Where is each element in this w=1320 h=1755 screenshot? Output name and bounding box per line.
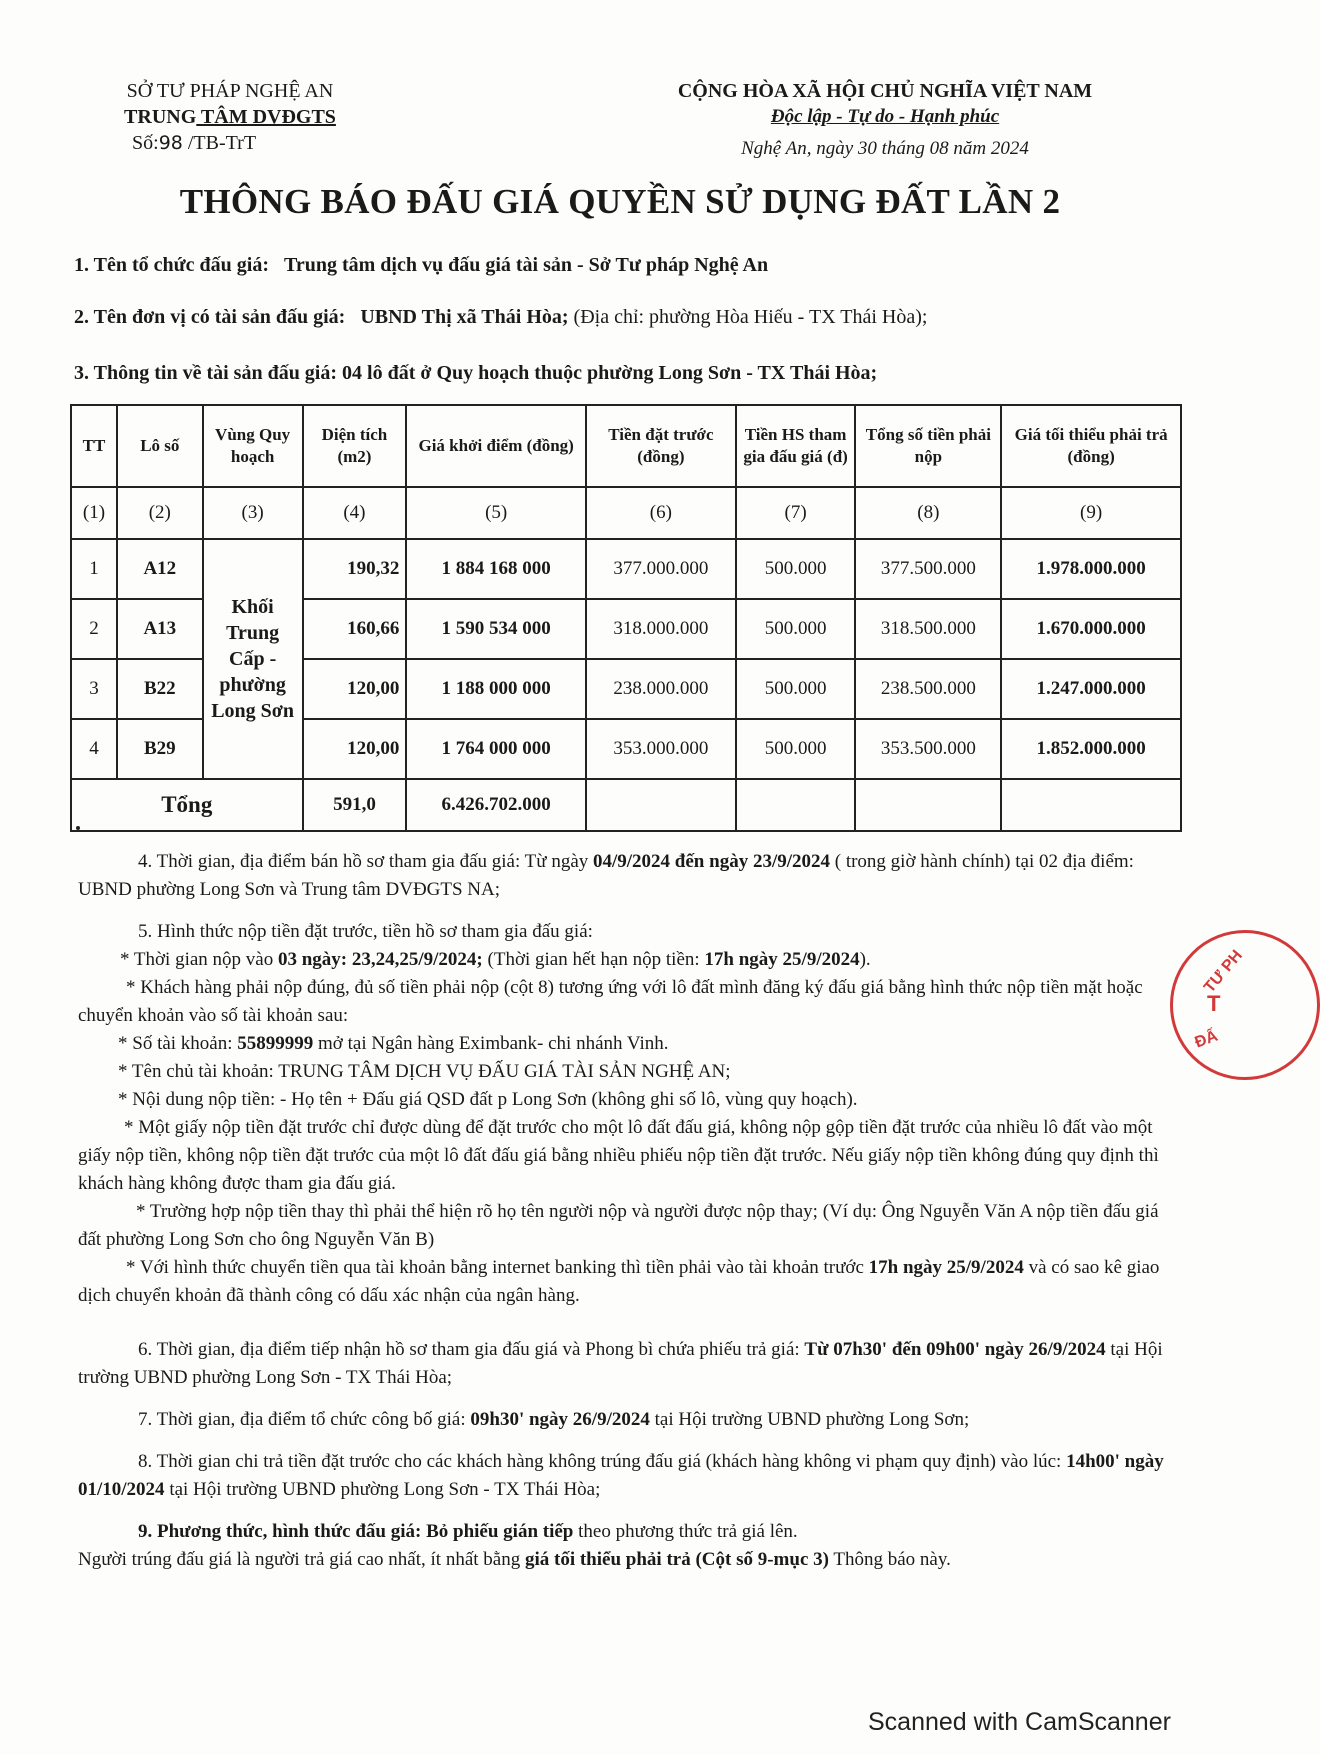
- cell-tt: 4: [71, 719, 117, 779]
- national-motto: Độc lập - Tự do - Hạnh phúc: [770, 106, 1000, 127]
- official-seal: TƯ PH T ĐẤ: [1170, 930, 1320, 1080]
- paragraph-5-item: * Tên chủ tài khoản: TRUNG TÂM DỊCH VỤ ĐẤU GIÁ TÀI SẢN NGHỆ AN;: [118, 1061, 731, 1082]
- section-3: 3. Thông tin về tài sản đấu giá: 04 lô đất ở Quy hoạch thuộc phường Long Sơn - TX Thái Hòa;: [74, 362, 878, 384]
- paragraph-5: 5. Hình thức nộp tiền đặt trước, tiền hồ sơ tham gia đấu giá:: [138, 921, 593, 942]
- page-title: THÔNG BÁO ĐẤU GIÁ QUYỀN SỬ DỤNG ĐẤT LẦN 2: [179, 182, 1061, 221]
- column-header: Giá tối thiểu phải trả (đồng): [1001, 405, 1181, 487]
- column-index: (7): [736, 487, 856, 539]
- cell-min-price: 1.852.000.000: [1001, 719, 1181, 779]
- paragraph-5-item: * Khách hàng phải nộp đúng, đủ số tiền phải nộp (cột 8) tương ứng với lô đất mình đăng ký đấu giá bằng hình thức nộp tiền mặt hoặc chuyển khoản vào số tài khoản sau:: [78, 977, 1143, 1026]
- issuer-name: TRUNG TÂM DVĐGTS: [124, 106, 336, 128]
- asset-table: [70, 404, 1182, 832]
- table-row: [71, 539, 1181, 599]
- paragraph-5-item: * Số tài khoản: 55899999 mở tại Ngân hàng Eximbank- chi nhánh Vinh.: [118, 1033, 669, 1054]
- cell-start-price: 1 188 000 000: [406, 659, 586, 719]
- column-index: (3): [203, 487, 303, 539]
- cell-zone: Khối Trung Cấp - phường Long Sơn: [203, 539, 303, 779]
- cell-total: 353.500.000: [855, 719, 1001, 779]
- cell-fee: 500.000: [736, 719, 856, 779]
- cell-tt: 2: [71, 599, 117, 659]
- empty-cell: [1001, 779, 1181, 831]
- empty-cell: [736, 779, 856, 831]
- paragraph-5-item: * Một giấy nộp tiền đặt trước chỉ được dùng để đặt trước cho một lô đất đấu giá, không nộp gộp tiền đặt trước của nhiều lô đất vào một giấy nộp tiền, không nộp tiền đặt trước của một lô đất đấu giá bằng nhiều phiếu nộp tiền đặt trước. Nếu giấy nộp tiền không đúng quy định thì khách hàng không được tham gia đấu giá.: [78, 1117, 1159, 1194]
- cell-area: 120,00: [303, 659, 407, 719]
- cell-min-price: 1.978.000.000: [1001, 539, 1181, 599]
- empty-cell: [855, 779, 1001, 831]
- stray-dot: [76, 826, 80, 830]
- cell-area: 120,00: [303, 719, 407, 779]
- paragraph-5-item: * Với hình thức chuyển tiền qua tài khoản bằng internet banking thì tiền phải vào tài khoản trước 17h ngày 25/9/2024 và có sao kê giao dịch chuyển khoản đã thành công có dấu xác nhận của ngân hàng.: [78, 1257, 1160, 1306]
- cell-deposit: 238.000.000: [586, 659, 736, 719]
- column-header: Tiền HS tham gia đấu giá (đ): [736, 405, 856, 487]
- issuer-parent: SỞ TƯ PHÁP NGHỆ AN: [126, 80, 334, 102]
- cell-area: 190,32: [303, 539, 407, 599]
- column-index: (1): [71, 487, 117, 539]
- column-header: Giá khởi điểm (đồng): [406, 405, 586, 487]
- table-header-row: [71, 405, 1181, 487]
- document-number: Số:98 /TB-TrT: [132, 132, 257, 154]
- cell-lot: B22: [117, 659, 203, 719]
- cell-deposit: 353.000.000: [586, 719, 736, 779]
- national-header: [620, 78, 1150, 162]
- paragraph-5-item: * Trường hợp nộp tiền thay thì phải thể hiện rõ họ tên người nộp và người được nộp thay; (Ví dụ: Ông Nguyễn Văn A nộp tiền đấu giá đất phường Long Sơn cho ông Nguyễn Văn B): [78, 1201, 1159, 1250]
- column-header: TT: [71, 405, 117, 487]
- column-index-row: [71, 487, 1181, 539]
- column-index: (2): [117, 487, 203, 539]
- cell-min-price: 1.247.000.000: [1001, 659, 1181, 719]
- total-label: Tổng: [71, 779, 303, 831]
- paragraph-5-item: * Thời gian nộp vào 03 ngày: 23,24,25/9/2024; (Thời gian hết hạn nộp tiền: 17h ngày 25/9/2024).: [120, 949, 871, 970]
- column-index: (9): [1001, 487, 1181, 539]
- cell-lot: A13: [117, 599, 203, 659]
- total-area: 591,0: [303, 779, 407, 831]
- paragraph-9-detail: Người trúng đấu giá là người trả giá cao nhất, ít nhất bằng giá tối thiểu phải trả (Cột số 9-mục 3) Thông báo này.: [78, 1549, 951, 1570]
- cell-fee: 500.000: [736, 539, 856, 599]
- cell-min-price: 1.670.000.000: [1001, 599, 1181, 659]
- column-index: (4): [303, 487, 407, 539]
- column-index: (8): [855, 487, 1001, 539]
- column-header: Tiền đặt trước (đồng): [586, 405, 736, 487]
- issue-date: Nghệ An, ngày 30 tháng 08 năm 2024: [741, 138, 1029, 159]
- paragraph-5-item: * Nội dung nộp tiền: - Họ tên + Đấu giá QSD đất p Long Sơn (không ghi số lô, vùng quy hoạch).: [118, 1089, 858, 1110]
- cell-tt: 3: [71, 659, 117, 719]
- cell-fee: 500.000: [736, 599, 856, 659]
- cell-deposit: 318.000.000: [586, 599, 736, 659]
- column-header: Lô số: [117, 405, 203, 487]
- cell-start-price: 1 764 000 000: [406, 719, 586, 779]
- cell-total: 377.500.000: [855, 539, 1001, 599]
- paragraph-7: 7. Thời gian, địa điểm tổ chức công bố giá: 09h30' ngày 26/9/2024 tại Hội trường UBND phường Long Sơn;: [138, 1409, 970, 1430]
- section-1: 1. Tên tổ chức đấu giá: Trung tâm dịch vụ đấu giá tài sản - Sở Tư pháp Nghệ An: [74, 254, 769, 276]
- empty-cell: [586, 779, 736, 831]
- paragraph-8: 8. Thời gian chi trả tiền đặt trước cho các khách hàng không trúng đấu giá (khách hàng không vi phạm quy định) vào lúc: 14h00' ngày 01/10/2024 tại Hội trường UBND phường Long Sơn - TX Thái Hòa;: [78, 1451, 1164, 1500]
- paragraph-4: 4. Thời gian, địa điểm bán hồ sơ tham gia đấu giá: Từ ngày 04/9/2024 đến ngày 23/9/2024 ( trong giờ hành chính) tại 02 địa điểm: UBND phường Long Sơn và Trung tâm DVĐGTS NA;: [78, 851, 1134, 900]
- column-index: (6): [586, 487, 736, 539]
- section-2: 2. Tên đơn vị có tài sản đấu giá: UBND Thị xã Thái Hòa; (Địa chỉ: phường Hòa Hiếu - TX Thái Hòa);: [74, 306, 928, 328]
- cell-total: 318.500.000: [855, 599, 1001, 659]
- column-header: Tổng số tiền phải nộp: [855, 405, 1001, 487]
- nation-name: CỘNG HÒA XÃ HỘI CHỦ NGHĨA VIỆT NAM: [677, 80, 1093, 102]
- column-index: (5): [406, 487, 586, 539]
- column-header: Vùng Quy hoạch: [203, 405, 303, 487]
- cell-start-price: 1 884 168 000: [406, 539, 586, 599]
- cell-fee: 500.000: [736, 659, 856, 719]
- cell-area: 160,66: [303, 599, 407, 659]
- paragraph-9: 9. Phương thức, hình thức đấu giá: Bỏ phiếu gián tiếp theo phương thức trả giá lên.: [138, 1521, 798, 1542]
- cell-start-price: 1 590 534 000: [406, 599, 586, 659]
- column-header: Diện tích (m2): [303, 405, 407, 487]
- cell-lot: A12: [117, 539, 203, 599]
- cell-total: 238.500.000: [855, 659, 1001, 719]
- paragraph-6: 6. Thời gian, địa điểm tiếp nhận hồ sơ tham gia đấu giá và Phong bì chứa phiếu trả giá: Từ 07h30' đến 09h00' ngày 26/9/2024 tại Hội trường UBND phường Long Sơn - TX Thái Hòa;: [78, 1339, 1163, 1388]
- cell-lot: B29: [117, 719, 203, 779]
- notice-body: [78, 848, 1178, 1574]
- total-start-price: 6.426.702.000: [406, 779, 586, 831]
- scanner-watermark: Scanned with CamScanner: [868, 1708, 1171, 1736]
- cell-deposit: 377.000.000: [586, 539, 736, 599]
- issuer-block: [100, 78, 360, 156]
- table-total-row: [71, 779, 1181, 831]
- cell-tt: 1: [71, 539, 117, 599]
